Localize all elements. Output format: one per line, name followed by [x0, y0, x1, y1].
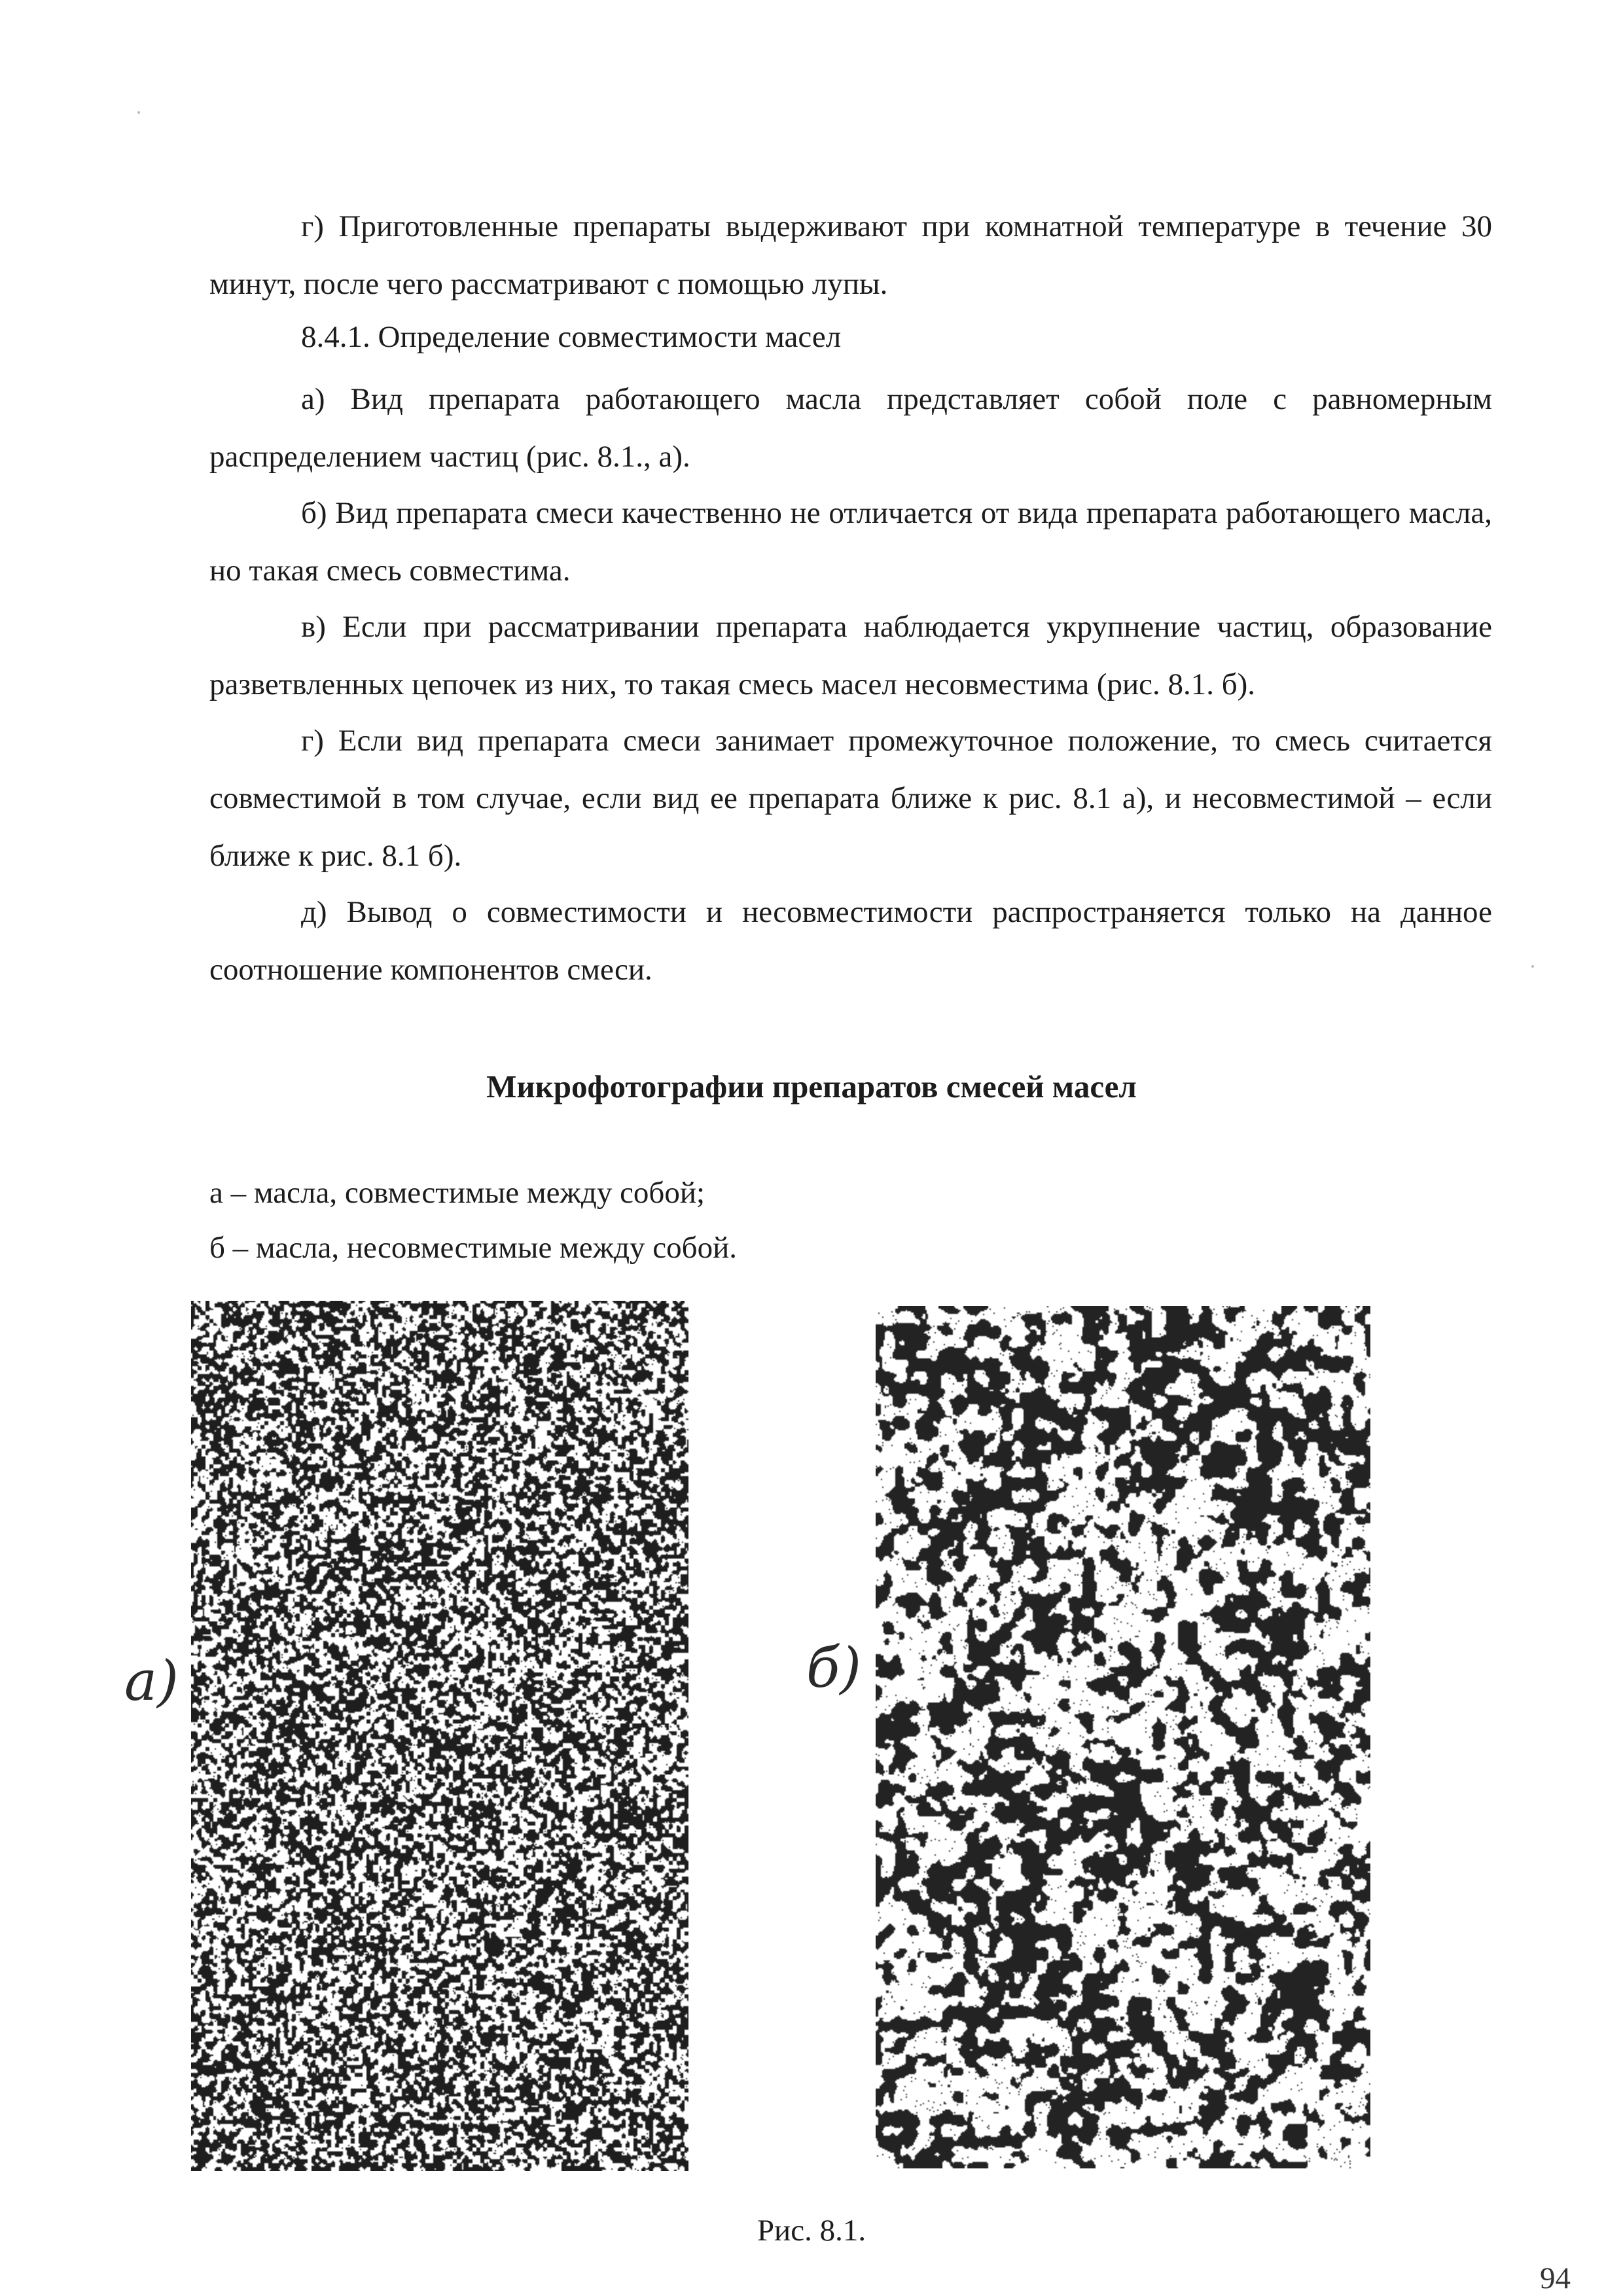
micrograph-a	[191, 1301, 688, 2171]
section-heading-8-4-1: 8.4.1. Определение совместимости масел	[301, 320, 842, 354]
panel-label-a: а)	[124, 1649, 179, 1713]
micrograph-b	[876, 1306, 1370, 2168]
paragraph-incompatible-mix: в) Если при рассматривании препарата наблюдается укрупнение частиц, образование разветвленных цепочек из них, то такая смесь масел несовместима (рис. 8.1. б).	[209, 610, 1492, 701]
scan-speck	[137, 111, 140, 114]
micrograph-a-image	[191, 1301, 688, 2171]
figure-legend-a: а – масла, совместимые между собой;	[209, 1176, 705, 1210]
paragraph-intermediate: г) Если вид препарата смеси занимает промежуточное положение, то смесь считается совместимой в том случае, если вид ее препарата ближе к рис. 8.1 а), и несовместимой – если ближе к рис. 8.1 б).	[209, 724, 1492, 873]
paragraph-compatible-mix: б) Вид препарата смеси качественно не отличается от вида препарата работающего масла, но такая смесь совместима.	[209, 496, 1492, 588]
paragraph-working-oil: а) Вид препарата работающего масла представляет собой поле с равномерным распределением частиц (рис. 8.1., а).	[209, 382, 1492, 474]
figure-legend-b: б – масла, несовместимые между собой.	[209, 1231, 737, 1265]
panel-label-b: б)	[806, 1636, 862, 1700]
paragraph-prep-storage: г) Приготовленные препараты выдерживают при комнатной температуре в течение 30 минут, после чего рассматривают с помощью лупы.	[209, 209, 1492, 301]
scan-speck	[1531, 965, 1534, 968]
page-number: 94	[1540, 2261, 1571, 2295]
figure-heading: Микрофотографии препаратов смесей масел	[486, 1069, 1137, 1104]
micrograph-b-image	[876, 1306, 1370, 2168]
figure-caption: Рис. 8.1.	[757, 2214, 866, 2248]
paragraph-conclusion: д) Вывод о совместимости и несовместимости распространяется только на данное соотношение компонентов смеси.	[209, 895, 1492, 987]
